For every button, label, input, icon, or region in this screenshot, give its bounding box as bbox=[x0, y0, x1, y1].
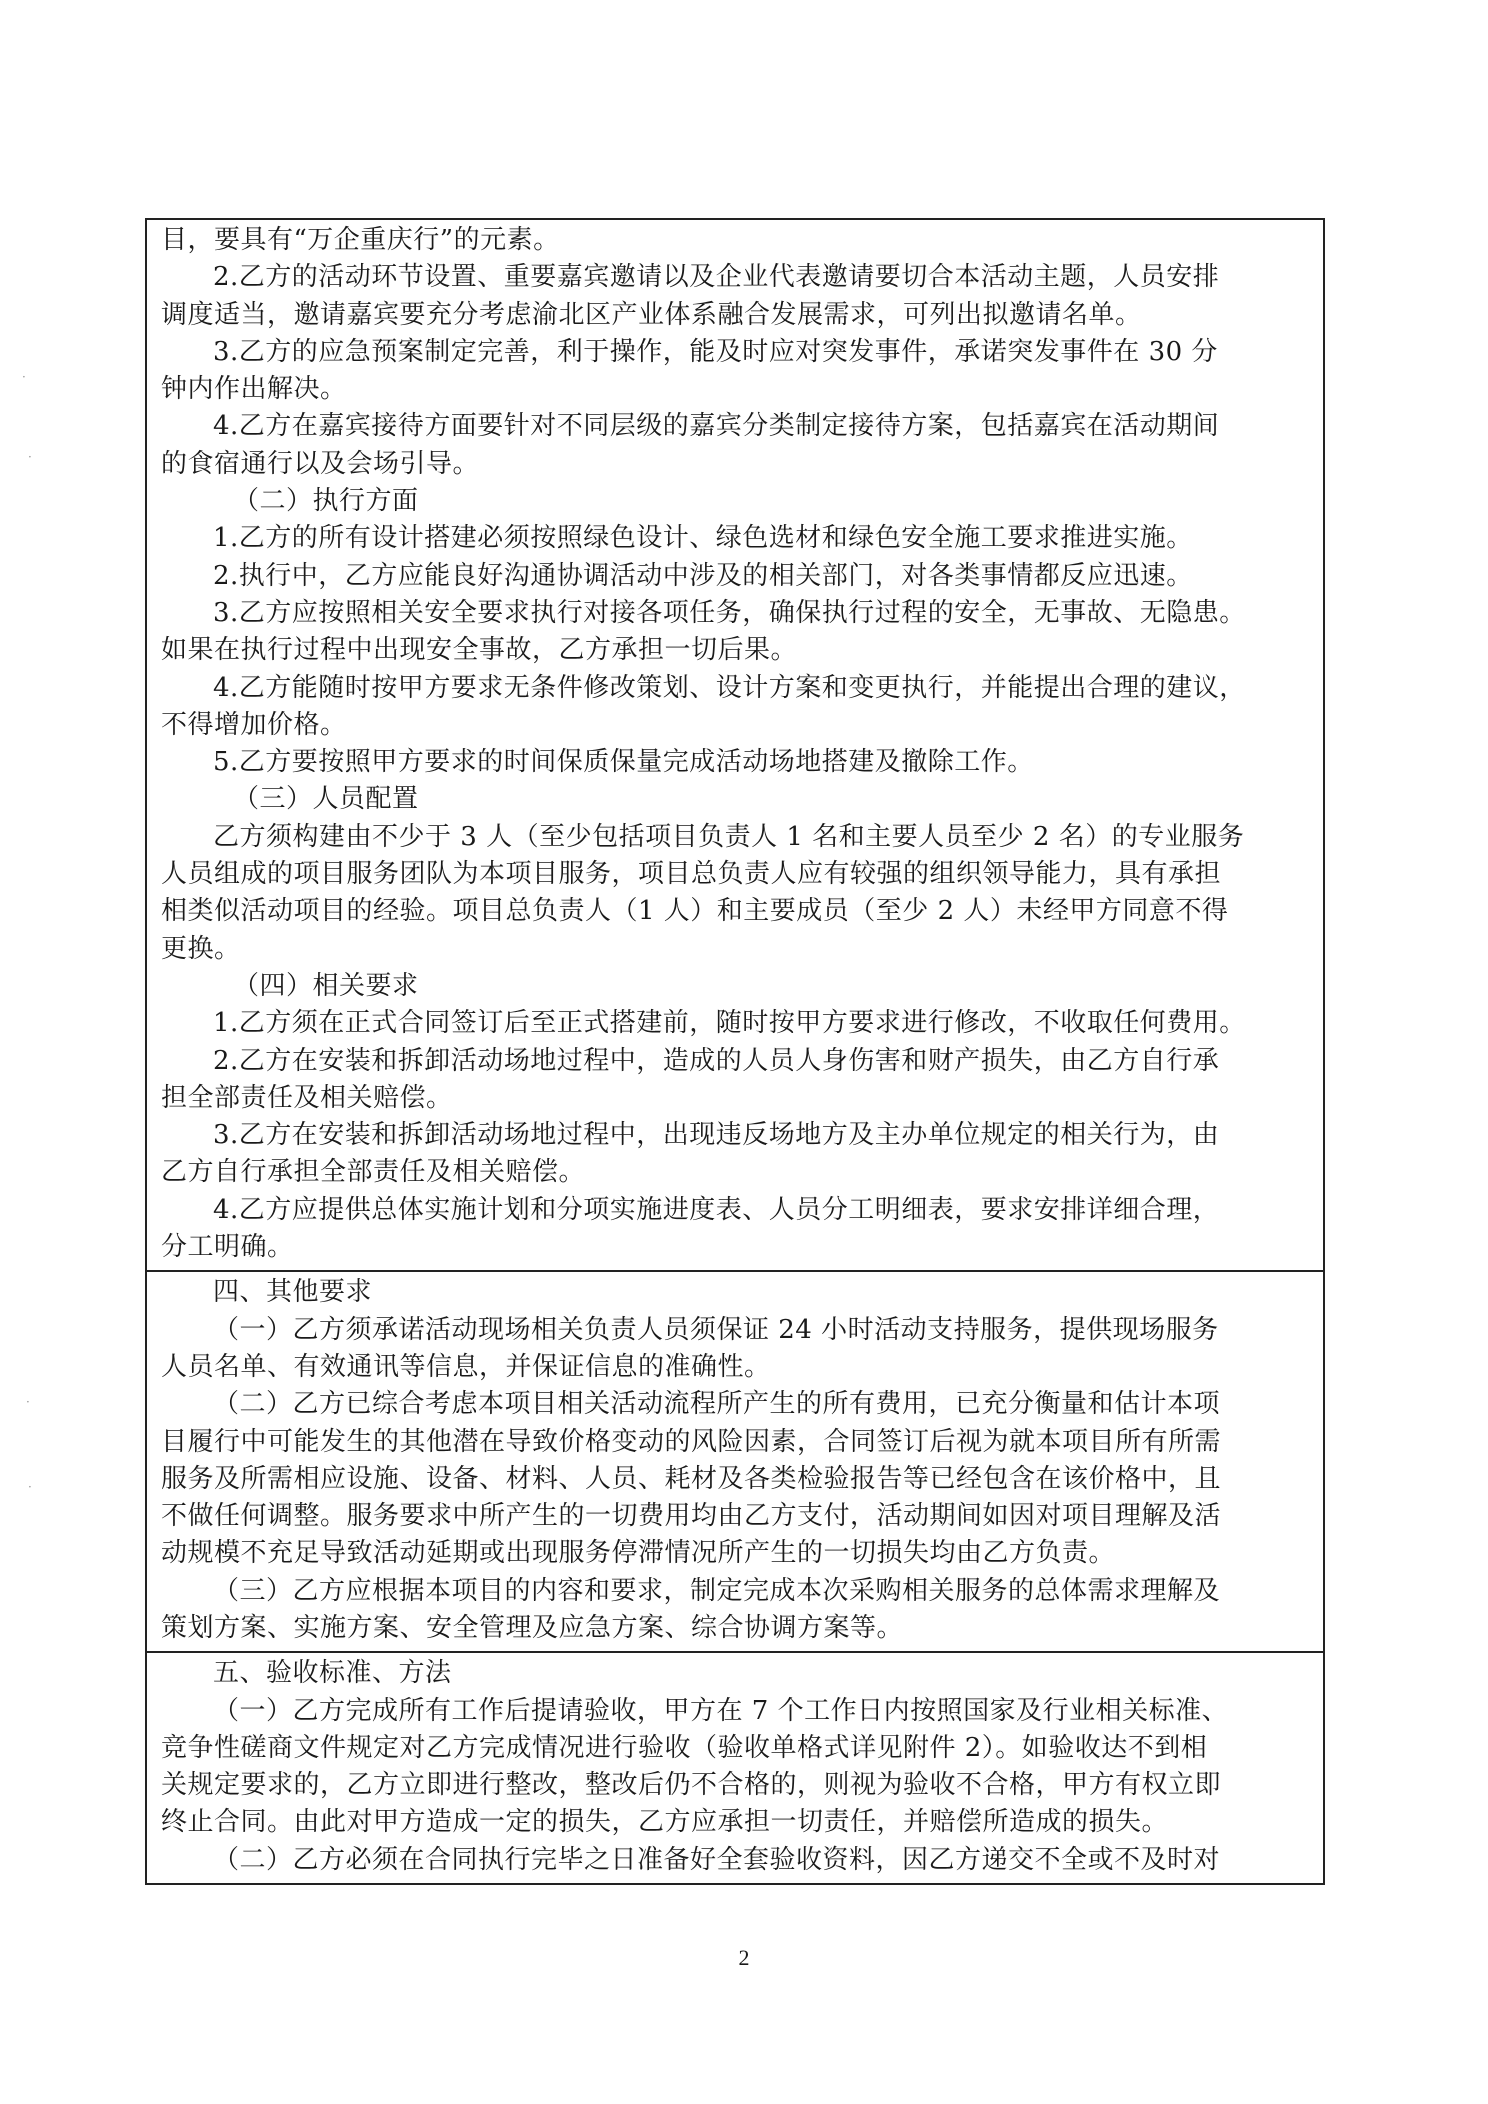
scan-speck: · bbox=[26, 1395, 30, 1409]
table-section bbox=[147, 220, 1323, 1270]
paragraph-line: 终止合同。由此对甲方造成一定的损失，乙方应承担一切责任，并赔偿所造成的损失。 bbox=[161, 1807, 1169, 1838]
section-heading: （三）人员配置 bbox=[233, 784, 419, 815]
paragraph-line: 目，要具有“万企重庆行”的元素。 bbox=[161, 225, 560, 255]
paragraph-line: （二）乙方已综合考虑本项目相关活动流程所产生的所有费用，已充分衡量和估计本项 bbox=[213, 1389, 1221, 1420]
paragraph-line: 的食宿通行以及会场引导。 bbox=[161, 448, 480, 479]
paragraph-line: 4.乙方能随时按甲方要求无条件修改策划、设计方案和变更执行，并能提出合理的建议， bbox=[213, 672, 1246, 703]
paragraph-line: 4.乙方在嘉宾接待方面要针对不同层级的嘉宾分类制定接待方案，包括嘉宾在活动期间 bbox=[213, 411, 1220, 442]
section-heading: （二）执行方面 bbox=[233, 486, 419, 517]
paragraph-line: 5.乙方要按照甲方要求的时间保质保量完成活动场地搭建及撤除工作。 bbox=[213, 747, 1034, 778]
paragraph-line: 3.乙方应按照相关安全要求执行对接各项任务，确保执行过程的安全，无事故、无隐患。 bbox=[213, 597, 1246, 628]
paragraph-line: 2.执行中，乙方应能良好沟通协调活动中涉及的相关部门，对各类事情都反应迅速。 bbox=[213, 560, 1193, 591]
paragraph-line: 1.乙方须在正式合同签订后至正式搭建前，随时按甲方要求进行修改，不收取任何费用。 bbox=[213, 1008, 1246, 1039]
scan-speck: · bbox=[22, 370, 26, 384]
paragraph-line: 担全部责任及相关赔偿。 bbox=[161, 1082, 453, 1113]
paragraph-line: 不得增加价格。 bbox=[161, 709, 347, 740]
scan-speck: · bbox=[28, 450, 32, 464]
paragraph-line: 竞争性磋商文件规定对乙方完成情况进行验收（验收单格式详见附件 2）。如验收达不到相 bbox=[161, 1732, 1208, 1763]
paragraph-line: 调度适当，邀请嘉宾要充分考虑渝北区产业体系融合发展需求，可列出拟邀请名单。 bbox=[161, 299, 1142, 330]
paragraph-line: 关规定要求的，乙方立即进行整改，整改后仍不合格的，则视为验收不合格，甲方有权立即 bbox=[161, 1770, 1222, 1801]
paragraph-line: 人员组成的项目服务团队为本项目服务，项目总负责人应有较强的组织领导能力，具有承担 bbox=[161, 859, 1222, 890]
paragraph-line: 服务及所需相应设施、设备、材料、人员、耗材及各类检验报告等已经包含在该价格中，且 bbox=[161, 1463, 1222, 1494]
paragraph-line: 3.乙方的应急预案制定完善，利于操作，能及时应对突发事件，承诺突发事件在 30 分 bbox=[213, 336, 1218, 367]
paragraph-line: 动规模不充足导致活动延期或出现服务停滞情况所产生的一切损失均由乙方负责。 bbox=[161, 1538, 1116, 1569]
document-table bbox=[145, 218, 1325, 1885]
section-heading: （四）相关要求 bbox=[233, 970, 419, 1001]
paragraph-line: 乙方自行承担全部责任及相关赔偿。 bbox=[161, 1157, 586, 1188]
scan-speck: · bbox=[28, 1480, 32, 1494]
table-section bbox=[147, 1270, 1323, 1651]
paragraph-line: 目履行中可能发生的其他潜在导致价格变动的风险因素，合同签订后视为就本项目所有所需 bbox=[161, 1426, 1222, 1457]
paragraph-line: 2.乙方的活动环节设置、重要嘉宾邀请以及企业代表邀请要切合本活动主题，人员安排 bbox=[213, 262, 1220, 293]
paragraph-line: 乙方须构建由不少于 3 人（至少包括项目负责人 1 名和主要人员至少 2 名）的专业服务 bbox=[213, 821, 1245, 852]
paragraph-line: 不做任何调整。服务要求中所产生的一切费用均由乙方支付，活动期间如因对项目理解及活 bbox=[161, 1501, 1222, 1532]
paragraph-line: （一）乙方须承诺活动现场相关负责人员须保证 24 小时活动支持服务，提供现场服务 bbox=[213, 1314, 1219, 1345]
paragraph-line: 四、其他要求 bbox=[213, 1277, 373, 1308]
page-number: 2 bbox=[738, 1945, 750, 1970]
paragraph-line: 相类似活动项目的经验。项目总负责人（1 人）和主要成员（至少 2 人）未经甲方同意不得 bbox=[161, 896, 1229, 927]
paragraph-line: 钟内作出解决。 bbox=[161, 374, 347, 405]
paragraph-line: 如果在执行过程中出现安全事故，乙方承担一切后果。 bbox=[161, 635, 798, 666]
paragraph-line: 五、验收标准、方法 bbox=[213, 1658, 452, 1689]
paragraph-line: 4.乙方应提供总体实施计划和分项实施进度表、人员分工明细表，要求安排详细合理， bbox=[213, 1194, 1220, 1225]
paragraph-line: （三）乙方应根据本项目的内容和要求，制定完成本次采购相关服务的总体需求理解及 bbox=[213, 1575, 1221, 1606]
table-section bbox=[147, 1651, 1323, 1883]
paragraph-line: 人员名单、有效通讯等信息，并保证信息的准确性。 bbox=[161, 1351, 771, 1382]
paragraph-line: 2.乙方在安装和拆卸活动场地过程中，造成的人员人身伤害和财产损失，由乙方自行承 bbox=[213, 1045, 1220, 1076]
paragraph-line: （一）乙方完成所有工作后提请验收，甲方在 7 个工作日内按照国家及行业相关标准、 bbox=[213, 1695, 1229, 1726]
paragraph-line: 3.乙方在安装和拆卸活动场地过程中，出现违反场地方及主办单位规定的相关行为，由 bbox=[213, 1120, 1220, 1151]
paragraph-line: 策划方案、实施方案、安全管理及应急方案、综合协调方案等。 bbox=[161, 1612, 904, 1643]
paragraph-line: （二）乙方必须在合同执行完毕之日准备好全套验收资料，因乙方递交不全或不及时对 bbox=[213, 1844, 1221, 1875]
paragraph-line: 分工明确。 bbox=[161, 1232, 294, 1263]
paragraph-line: 1.乙方的所有设计搭建必须按照绿色设计、绿色选材和绿色安全施工要求推进实施。 bbox=[213, 523, 1193, 554]
paragraph-line: 更换。 bbox=[161, 933, 241, 964]
